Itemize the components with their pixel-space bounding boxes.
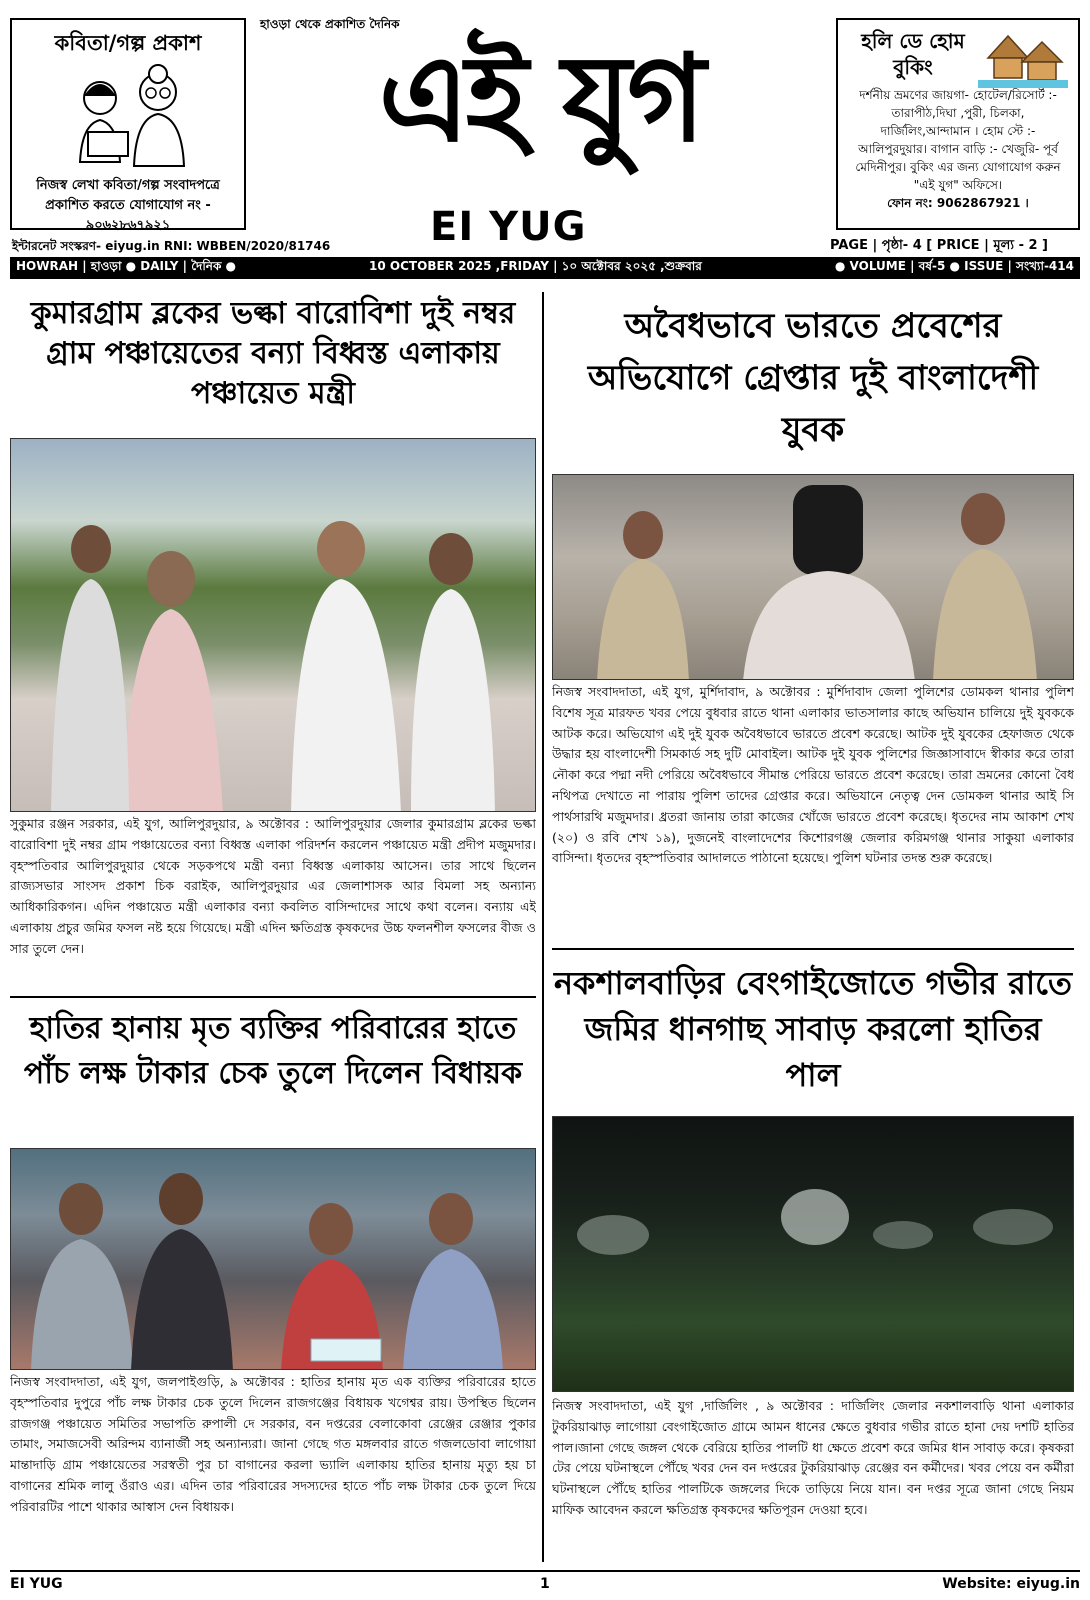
logo-bengali: এই যুগ xyxy=(378,28,702,169)
article-body: নিজস্ব সংবাদদাতা, এই যুগ, জলপাইগুড়ি, ৯ অক্টোবর : হাতির হানায় মৃত এক ব্যক্তির পরিবারের হাতে বৃহস্পতিবার দুপুরে পাঁচ লক্ষ টাকার চেক তুলে দিলেন রাজগঞ্জের বিধায়ক খগেশ্বর রায়। উপস্থিত ছিলেন রাজগঞ্জ পঞ্চায়েত সমিতির সভাপতি রুপালী দে সরকার, বন দপ্তরের বেলাকোবা রেঞ্জের রেঞ্জার পুকার তামাং, সমাজসেবী অরিন্দম ব্যানার্জী সহ অন্যান্যরা। জানা গেছে গত মঙ্গলবার রাতে গজলডোবা লাগোয়া মান্তাদাড়ি গ্রাম পঞ্চায়েতের সরস্বতী পুর চা বাগানের করলা ভ্যালি এলাকায় হাতির হানায় মৃত্যু হয় চা বাগানের শ্রমিক লালু ওঁরাও এর। এদিন তার পরিবারের সদস্যদের হাতে পাঁচ লক্ষ টাকার চেক তুলে দিয়ে পরিবারটির পাশে থাকার আস্বাস দেন বিধায়ক। xyxy=(10,1374,536,1514)
footer-page-number: 1 xyxy=(540,1576,550,1592)
logo-english: EI YUG xyxy=(430,204,587,250)
holiday-ad-phone: ফোন নং: 9062867921 । xyxy=(887,196,1029,210)
tagline: হাওড়া থেকে প্রকাশিত দৈনিক xyxy=(260,17,400,31)
holiday-ad-text: দর্শনীয় ভ্রমণের জায়গা- হোটেল/রিসোর্ট :- তারাপীঠ,দিঘা ,পুরী, চিলকা, দার্জিলিং,আন্দামান । হোম স্টে :- আলিপুরদুয়ার। বাগান বাড়ি :- খেজুরি- পূর্ব মেদিনীপুর। বুকিং এর জন্য যোগাযোগ করুন "এই যুগ" অফিসে। xyxy=(855,88,1061,192)
article-photo-minister-visit xyxy=(10,438,536,812)
article-body: নিজস্ব সংবাদদাতা, এই যুগ ,দার্জিলিং , ৯ অক্টোবর : দার্জিলিং জেলার নকশালবাড়ি থানা এলাকার টুকরিয়াঝাড় লাগোয়া বেংগাইজোত গ্রামে আমন ধানের ক্ষেতে বুধবার গভীর রাতে হানা দেয় দশটি হাতির পাল।জানা গেছে জঙ্গল থেকে বেরিয়ে হাতির পালটি ধা ক্ষেতে প্রবেশ করে জমির ধান সাবাড় করে। কৃষকরা টের পেয়ে ঘটনাস্থলে পৌঁছে খবর দেন বন দপ্তরের টুকরিয়াঝাড় রেঞ্জের বন কর্মীদের। খবর পেয়ে বন কর্মীরা ঘটনাস্থলে পৌঁছে হাতির পালটিকে জঙ্গলের দিকে তাড়িয়ে নিয়ে যান। বন দপ্তর সূত্রে জানা গেছে নিয়ম মাফিক আবেদন করলে ক্ষতিগ্রস্ত কৃষকদের ক্ষতিপূরন দেওয়া হবে। xyxy=(552,1398,1074,1517)
holiday-home-ad-box xyxy=(836,18,1080,230)
masthead xyxy=(0,0,1090,273)
date-label: 10 OCTOBER 2025 ,FRIDAY | ১০ অক্টোবর ২০২৫ ,শুক্রবার xyxy=(369,259,702,273)
photo-placeholder xyxy=(11,439,536,812)
article-photo-elephants-night xyxy=(552,1116,1074,1392)
article-body: নিজস্ব সংবাদদাতা, এই যুগ, মুর্শিদাবাদ, ৯ অক্টোবর : মুর্শিদাবাদ জেলা পুলিশের ডোমকল থানার পুলিশ বিশেষ সূত্র মারফত খবর পেয়ে বুধবার রাতে থানা এলাকার ভাতসালার কাছে অভিযান চালিয়ে দুই যুবককে আটক করে। অভিযোগ এই দুই যুবক অবৈধভাবে ভারতে প্রবেশ করেছে। আটক দুই যুবকের হেফাজত থেকে উদ্ধার হয় বাংলাদেশী সিমকার্ড সহ দুটি মোবাইল। আটক দুই যুবক পুলিশের জিজ্ঞাসাবাদে স্বীকার করে তারা নৌকা করে পদ্মা নদী পেরিয়ে অবৈধভাবে সীমান্ত পেরিয়ে ভারতে প্রবেশ করেছে। তারা ভ্রমনের কোনো বৈধ নথিপত্র দেখাতে না পারায় পুলিশ তাদের গ্রেপ্তার করে। অভিযানে নেতৃত্ব দেন ডোমকল থানার আই সি পার্থসারথি মজুমদার। ধ্রতরা জানায় তারা কাজের খোঁজে ভারতে প্রবেশ করেছে। ধৃতদের নাম আকাশ শেখ (২০) ও রবি শেখ ১৯), দুজনেই বাংলাদেশের কিশোরগঞ্জ জেলার করিমগঞ্জ থানার সাকুয়া এলাকার বাসিন্দা। ধৃতদের বৃহস্পতিবার আদালতে পাঠানো হয়েছে। পুলিশ ঘটনার তদন্ত শুরু করেছে। xyxy=(552,684,1074,866)
section-rule xyxy=(10,996,536,998)
article-headline: অবৈধভাবে ভারতে প্রবেশের অভিযোগে গ্রেপ্তার দুই বাংলাদেশী যুবক xyxy=(587,306,1039,450)
article-photo-arrest xyxy=(552,474,1074,680)
poetry-ad-box xyxy=(10,18,246,233)
section-rule xyxy=(552,948,1074,950)
footer-brand: EI YUG xyxy=(10,1576,63,1592)
reading-children-illustration xyxy=(18,62,238,172)
footer-website-link[interactable]: Website: eiyug.in xyxy=(942,1576,1080,1592)
date-info-bar xyxy=(10,257,1080,279)
footer-rule xyxy=(10,1570,1080,1572)
place-label: HOWRAH | হাওড়া ● DAILY | দৈনিক ● xyxy=(16,259,236,273)
cottage-icon xyxy=(978,28,1068,88)
holiday-ad-title: হলি ডে হোম বুকিং xyxy=(861,29,965,79)
article-headline: কুমারগ্রাম ব্লকের ভল্কা বারোবিশা দুই নম্বর গ্রাম পঞ্চায়েতের বন্যা বিধ্বস্ত এলাকায় পঞ্চায়েত মন্ত্রী xyxy=(30,296,516,411)
volume-issue-label: ● VOLUME | বর্ষ-5 ● ISSUE | সংখ্যা-414 xyxy=(834,259,1074,273)
poetry-ad-text: নিজস্ব লেখা কবিতা/গল্প সংবাদপত্রে প্রকাশিত করতে যোগাযোগ নং - ৯০৬২৮৬৭৯২১ xyxy=(36,178,220,233)
article-headline: হাতির হানায় মৃত ব্যক্তির পরিবারের হাতে পাঁচ লক্ষ টাকার চেক তুলে দিলেন বিধায়ক xyxy=(23,1011,523,1091)
newspaper-logo xyxy=(300,14,780,204)
reading-icon xyxy=(18,62,238,172)
poetry-ad-title: কবিতা/গল্প প্রকাশ xyxy=(54,31,202,55)
edition-info: ইন্টারনেট সংস্করণ- eiyug.in RNI: WBBEN/2020/81746 xyxy=(12,239,331,253)
column-divider xyxy=(542,292,544,1562)
article-photo-cheque-handover xyxy=(10,1148,536,1370)
article-headline: নকশালবাড়ির বেংগাইজোতে গভীর রাতে জমির ধানগাছ সাবাড় করলো হাতির পাল xyxy=(553,964,1073,1094)
article-body: সুকুমার রঞ্জন সরকার, এই যুগ, আলিপুরদুয়ার, ৯ অক্টোবর : আলিপুরদুয়ার জেলার কুমারগ্রাম ব্লকের ভল্কা বারোবিশা দুই নম্বর গ্রাম পঞ্চায়েতের বন্যা বিধ্বস্ত এলাকা পরিদর্শন করলেন পঞ্চায়েত মন্ত্রী প্রদীপ মজুমদার। বৃহস্পতিবার আলিপুরদুয়ার থেকে সড়কপথে মন্ত্রী বন্যা বিধ্বস্ত এলাকায় আসেন। তার সাথে ছিলেন রাজ্যসভার সাংসদ প্রকাশ চিক বরাইক, আলিপুরদুয়ার এর জেলাশাসক আর বিমলা সহ অন্যান্য আধিকারিকগন। এদিন পঞ্চায়েত মন্ত্রী এলাকার বন্যা কবলিত বাসিন্দাদের সাথে কথা বলেন। বন্যায় এই এলাকায় প্রচুর জমির ফসল নষ্ট হয়ে গিয়েছে। মন্ত্রী এদিন ক্ষতিগ্রস্ত কৃষকদের উচ্চ ফলনশীল ফসলের বীজ ও সার তুলে দেন। xyxy=(10,816,536,956)
page-price-info: PAGE | পৃষ্ঠা- 4 [ PRICE | মূল্য - 2 ] xyxy=(830,238,1049,253)
photo-placeholder xyxy=(553,1117,1074,1392)
photo-placeholder xyxy=(553,475,1074,680)
photo-placeholder xyxy=(11,1149,536,1370)
